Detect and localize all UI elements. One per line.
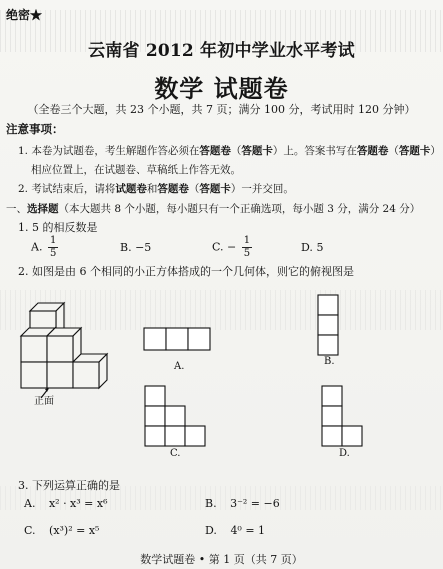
notice-item-2-post: ）一并交回。	[230, 183, 294, 195]
notice-line1-mid: （	[230, 145, 242, 157]
fraction-numerator: 1	[49, 235, 57, 246]
q3-option-b	[205, 497, 280, 510]
option-text: (x³)² = x⁵	[49, 524, 100, 537]
notice-line1-bold-2: 答题卡	[241, 145, 273, 157]
option-label: C.	[24, 524, 36, 537]
section-number: 一、	[6, 203, 27, 215]
q2-option-d-label: D.	[339, 448, 350, 459]
fraction-denominator: 5	[49, 248, 57, 259]
question-2-figure	[0, 280, 443, 468]
option-label: D.	[301, 241, 313, 254]
q2-option-b-label: B.	[324, 356, 335, 367]
question-text: 5 的相反数是	[32, 221, 98, 234]
notice-line1-pre: 本卷为试题卷，考生解题作答必须在	[31, 145, 200, 157]
fraction-numerator: 1	[243, 235, 251, 246]
q2-option-a-label: A.	[174, 361, 185, 372]
q3-option-a	[24, 497, 108, 510]
question-text: 下列运算正确的是	[32, 479, 120, 492]
notice-item-number: 2.	[18, 183, 29, 195]
notice-item-1-line-2: 相应位置上，在试题卷、草稿纸上作答无效。	[31, 164, 241, 176]
notice-heading: 注意事项：	[6, 122, 64, 136]
secret-label: 绝密★	[6, 8, 43, 22]
q2-option-d-drawing	[322, 386, 362, 446]
fraction-denominator: 5	[243, 248, 251, 259]
notice-item-2-bold-3: 答题卡	[199, 183, 231, 195]
section-label: 选择题	[27, 203, 59, 215]
notice-line1-bold-4: 答题卡	[398, 145, 431, 157]
q2-option-c-label: C.	[170, 448, 181, 459]
notice-item-2-bold-1: 试题卷	[115, 183, 147, 195]
notice-item-2-bold-2: 答题卷	[157, 183, 189, 195]
option-label: D.	[205, 524, 217, 537]
page-footer: 数学试题卷 • 第 1 页（共 7 页）	[140, 553, 303, 566]
fraction	[48, 236, 58, 259]
option-label: A.	[31, 240, 43, 254]
q1-option-d	[301, 241, 323, 254]
section-text: （本大题共 8 个小题，每小题只有一个正确选项，每小题 3 分，满分 24 分）	[58, 203, 421, 215]
exam-subtitle: 数学 试题卷	[154, 74, 289, 103]
option-text: 5	[316, 241, 324, 254]
q2-option-a-drawing	[144, 328, 210, 350]
option-label: B.	[120, 241, 132, 254]
notice-line1-post: ）上。答案书写在	[272, 145, 357, 157]
option-text: 3⁻² = −6	[230, 497, 280, 510]
question-number: 1.	[18, 221, 29, 234]
notice-line1-bold-1: 答题卷	[199, 145, 231, 157]
q1-option-c	[212, 236, 252, 259]
option-text: −5	[135, 241, 152, 254]
q1-option-a	[31, 236, 58, 259]
notice-line1-end: ）	[430, 145, 441, 157]
section-heading	[6, 201, 420, 216]
notice-item-number: 1.	[18, 145, 29, 157]
question-number: 2.	[18, 265, 29, 278]
q1-option-b	[120, 241, 151, 254]
exam-meta: （全卷三个大题，共 23 个小题，共 7 页；满分 100 分，考试用时 120 分钟）	[27, 103, 416, 116]
notice-line1-mid2: （	[388, 145, 399, 157]
front-label: 正面	[34, 396, 54, 407]
q3-option-c	[24, 524, 99, 537]
option-text: 4⁰ = 1	[230, 524, 266, 537]
option-sign: −	[227, 240, 237, 254]
q2-option-c-drawing	[145, 386, 205, 446]
question-text: 如图是由 6 个相同的小正方体搭成的一个几何体，则它的俯视图是	[32, 265, 354, 278]
exam-title: 云南省 2012 年初中学业水平考试	[88, 41, 355, 61]
option-label: A.	[24, 497, 36, 510]
question-1-stem	[18, 219, 98, 235]
notice-item-2-pre: 考试结束后，请将	[31, 183, 116, 195]
notice-line1-bold-3: 答题卷	[356, 145, 389, 157]
q3-option-d	[205, 524, 265, 537]
question-2-stem	[18, 263, 354, 279]
option-text: x² · x³ = x⁶	[48, 497, 108, 510]
option-label: C.	[212, 240, 224, 254]
notice-item-1	[18, 143, 441, 158]
option-label: B.	[205, 497, 217, 510]
question-3-stem	[18, 477, 120, 493]
notice-item-2-mid2: （	[188, 183, 200, 195]
solid-figure	[21, 303, 107, 388]
notice-item-2	[18, 181, 294, 196]
q2-option-b-drawing	[318, 295, 338, 355]
notice-item-2-mid: 和	[146, 183, 158, 195]
question-number: 3.	[18, 479, 29, 492]
fraction	[242, 236, 252, 259]
